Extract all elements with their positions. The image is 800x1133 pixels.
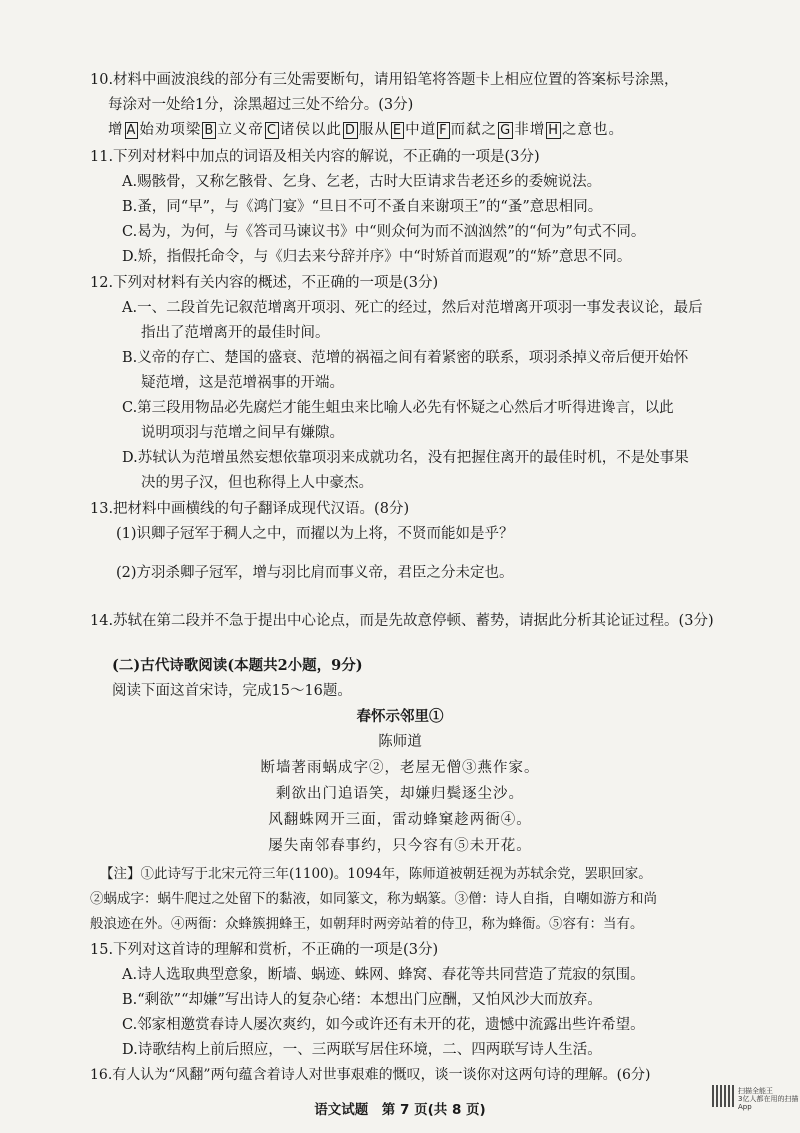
q11-option-d: D.矫，指假托命令，与《归去来兮辞并序》中“时矫首而遐观”的“矫”意思不同。 [122,249,632,265]
q10-stem-line2: 每涂对一处给1分，涂黑超过三处不给分。(3分) [108,97,414,113]
q10-stem-line1: 10.材料中画波浪线的部分有三处需要断句，请用铅笔将答题卡上相应位置的答案标号涂黑， [90,72,679,88]
q12-option-b-line2: 疑范增，这是范增祸事的开端。 [141,375,344,391]
segment-text: 中道 [405,122,437,138]
q12-option-c-line2: 说明项羽与范增之间早有嫌隙。 [141,425,344,441]
segment-text: 增 [108,122,124,138]
q12-option-d-line2: 决的男子汉，但也称得上人中豪杰。 [141,475,373,491]
poem-line-3: 风翻蛛网开三面，雷动蜂窠趁两衙④。 [268,812,532,828]
poem-author: 陈师道 [378,734,422,750]
segment-text: 而弑之 [450,122,498,138]
segment-text: 服从 [358,122,390,138]
q11-option-c: C.曷为，为何，与《答司马谏议书》中“则众何为而不汹汹然”的“何为”句式不同。 [122,224,646,240]
break-mark-g: G [500,123,512,138]
q13-stem: 13.把材料中画横线的句子翻译成现代汉语。(8分) [90,501,410,517]
q16-stem: 16.有人认为“风翻”两句蕴含着诗人对世事艰难的慨叹，谈一谈你对这两句诗的理解。(6分) [90,1067,651,1083]
watermark-subtitle: 3亿人都在用的扫描App [738,1095,799,1111]
q11-option-a: A.赐骸骨，又称乞骸骨、乞身、乞老，古时大臣请求告老还乡的委婉说法。 [122,174,602,190]
poem-line-4: 屡失南邻春事约，只今容有⑤未开花。 [268,838,532,854]
q15-option-d: D.诗歌结构上前后照应，一、三两联写居住环境，二、四两联写诗人生活。 [122,1042,602,1058]
segment-text: 之意也。 [561,122,624,138]
q13-sentence-1: (1)识卿子冠军于稠人之中，而擢以为上将，不贤而能如是乎？ [116,526,514,542]
poem-line-1: 断墙著雨蜗成字②，老屋无僧③燕作家。 [260,760,540,776]
watermark-title: 扫描全能王 [738,1087,773,1095]
page-footer: 语文试题 第 7 页(共 8 页) [314,1102,486,1118]
note-line-3: 般浪迹在外。④两衙：众蜂簇拥蜂王，如朝拜时两旁站着的侍卫，称为蜂衙。⑤容有：当有。 [90,916,644,932]
segment-text: 始劝项梁 [139,122,202,138]
q11-option-b: B.蚤，同“早”，与《鸿门宴》“旦日不可不蚤自来谢项王”的“蚤”意思相同。 [122,199,603,215]
q12-option-a-line2: 指出了范增离开的最佳时间。 [141,325,330,341]
note-line-2: ②蜗成字：蜗牛爬过之处留下的黏液，如同篆文，称为蜗篆。③僧：诗人自指，自嘲如游方和尚 [90,891,657,907]
break-mark-d: D [344,123,356,138]
segment-text: 非增 [514,122,546,138]
q15-option-b: B.“剩欲”“却嫌”写出诗人的复杂心绪：本想出门应酬，又怕风沙大而放弃。 [122,992,602,1008]
segment-text: 诸侯以此 [279,122,342,138]
segment-text: 立义帝 [217,122,264,138]
q15-option-c: C.邻家相邀赏春诗人屡次爽约，如今或许还有未开的花，遗憾中流露出些许希望。 [122,1017,645,1033]
poem-line-2: 剩欲出门追语笑，却嫌归鬓逐尘沙。 [276,786,524,802]
poem-title: 春怀示邻里① [356,708,444,725]
q15-stem: 15.下列对这首诗的理解和赏析，不正确的一项是(3分) [90,942,439,958]
q14-stem: 14.苏轼在第二段并不急于提出中心论点，而是先故意停顿、蓄势，请据此分析其论证过程。(3分) [90,613,714,629]
q12-option-b-line1: B.义帝的存亡、楚国的盛衰、范增的祸福之间有着紧密的联系，项羽杀掉义帝后便开始怀 [122,350,689,366]
break-mark-c: C [266,123,277,138]
break-mark-f: F [439,123,448,138]
q12-stem: 12.下列对材料有关内容的概述，不正确的一项是(3分) [90,275,439,291]
q15-option-a: A.诗人选取典型意象，断墙、蜗迹、蛛网、蜂窝、春花等共同营造了荒寂的氛围。 [122,967,645,983]
section-intro: 阅读下面这首宋诗，完成15～16题。 [112,683,352,699]
q12-option-a-line1: A.一、二段首先记叙范增离开项羽、死亡的经过，然后对范增离开项羽一事发表议论，最后 [122,300,703,316]
note-line-1: 【注】①此诗写于北宋元符三年(1100)。1094年，陈师道被朝廷视为苏轼余党，罢职回家。 [100,866,652,882]
section-heading: (二)古代诗歌阅读(本题共2小题，9分) [112,657,363,674]
scanner-watermark [738,1087,800,1111]
qr-code-icon [712,1085,734,1107]
q12-option-c-line1: C.第三段用物品必先腐烂才能生蛆虫来比喻人必先有怀疑之心然后才听得进谗言，以此 [122,400,674,416]
break-mark-e: E [392,123,403,138]
q13-sentence-2: (2)方羽杀卿子冠军，增与羽比肩而事义帝，君臣之分未定也。 [116,565,514,581]
q10-segmented-text [108,120,624,140]
break-mark-a: A [126,123,137,138]
q12-option-d-line1: D.苏轼认为范增虽然妄想依靠项羽来成就功名，没有把握住离开的最佳时机，不是处事果 [122,450,689,466]
break-mark-b: B [204,123,215,138]
q11-stem: 11.下列对材料中加点的词语及相关内容的解说，不正确的一项是(3分) [90,149,540,165]
break-mark-h: H [548,123,559,138]
